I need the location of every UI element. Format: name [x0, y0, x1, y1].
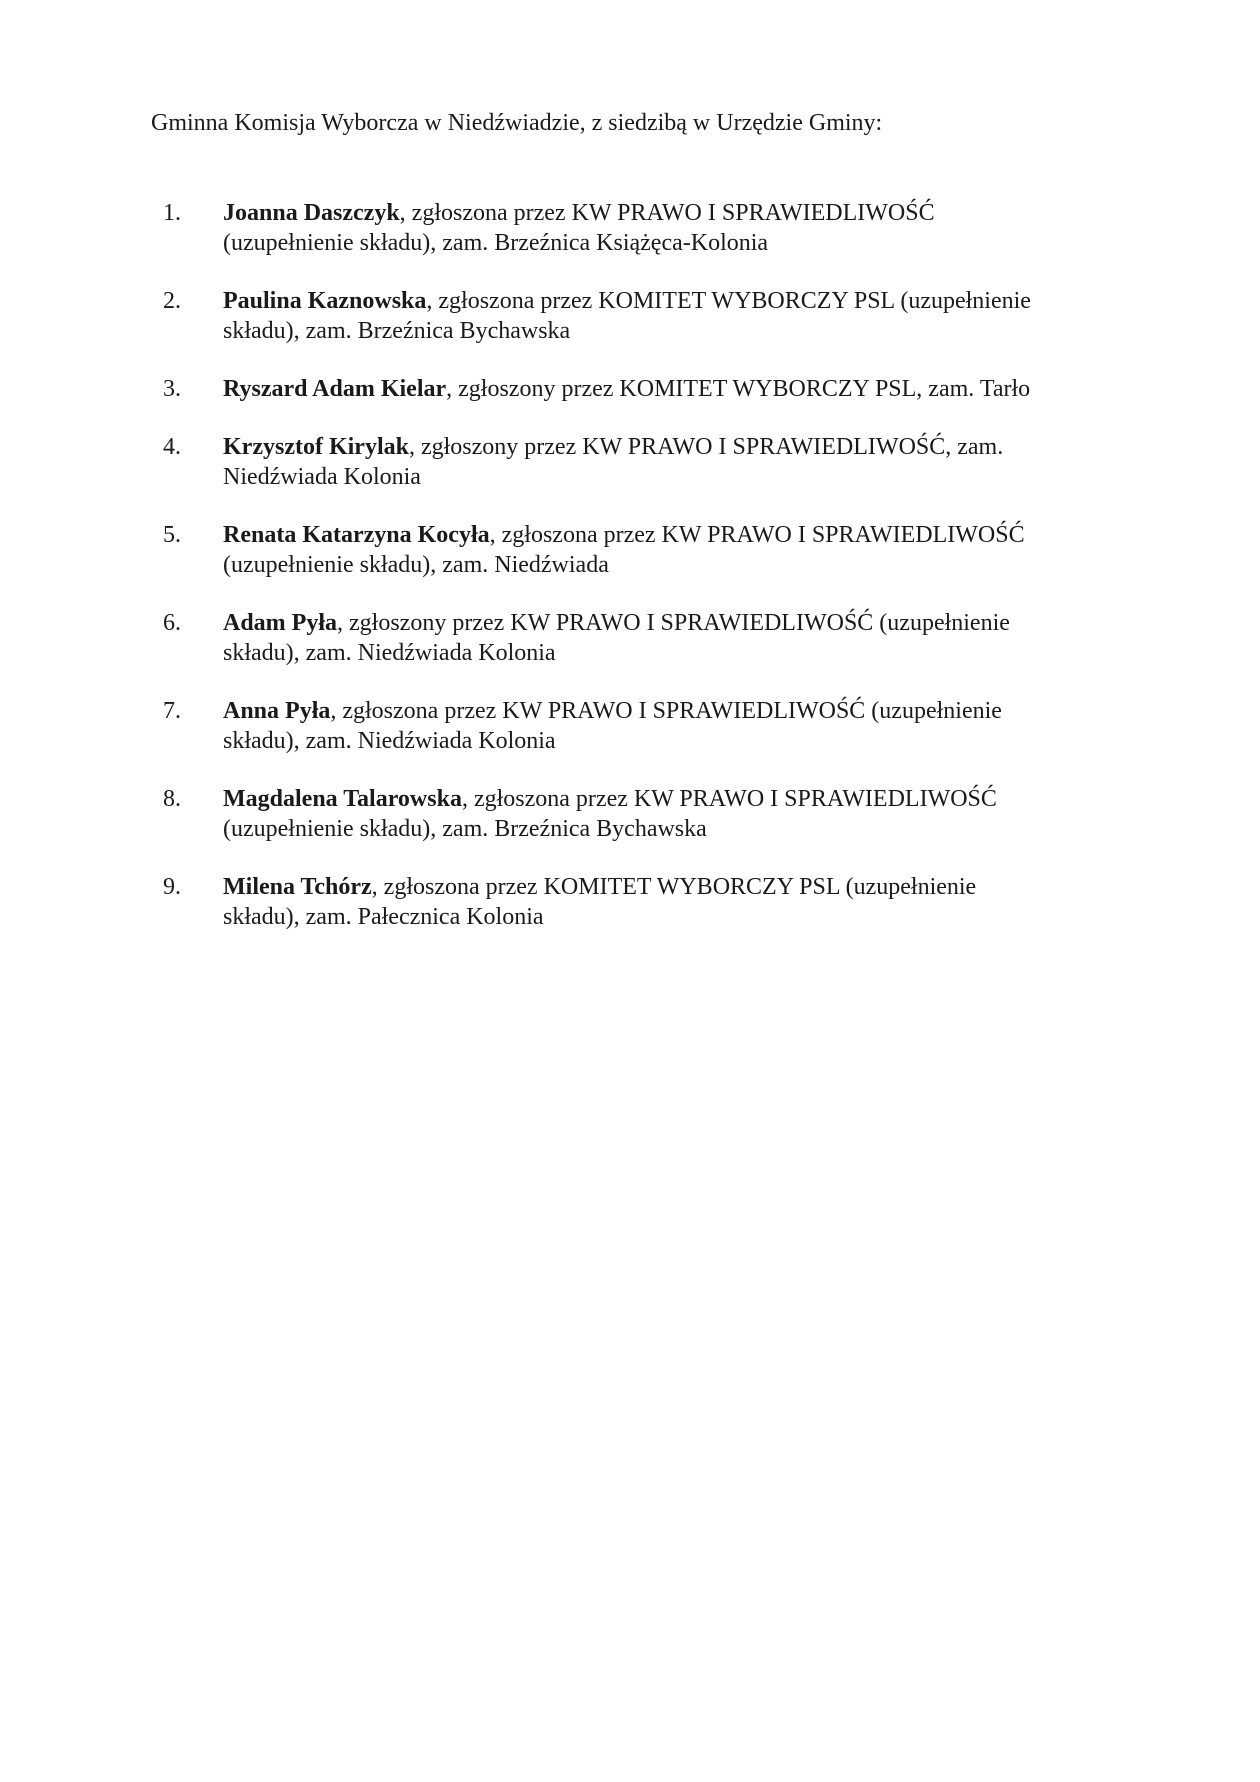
item-line-2: Niedźwiada Kolonia [223, 464, 421, 490]
member-name: Ryszard Adam Kielar [223, 376, 447, 402]
member-name: Milena Tchórz [223, 874, 372, 900]
member-name: Krzysztof Kirylak [223, 434, 409, 460]
item-number: 9. [163, 874, 181, 900]
list-item [151, 784, 1111, 844]
member-nomination: , zgłoszony przez KOMITET WYBORCZY PSL, zam. Tarło [446, 376, 1031, 402]
member-name: Adam Pyła [223, 610, 337, 636]
item-line-2: (uzupełnienie składu), zam. Brzeźnica Bychawska [223, 816, 707, 842]
item-line-2: składu), zam. Pałecznica Kolonia [223, 904, 544, 930]
item-number: 1. [163, 200, 181, 226]
item-line-1 [223, 520, 1111, 550]
item-line-1 [223, 608, 1111, 638]
item-number: 4. [163, 434, 181, 460]
member-name: Anna Pyła [223, 698, 331, 724]
item-line-1 [223, 286, 1111, 316]
member-nomination: , zgłoszona przez KOMITET WYBORCZY PSL (uzupełnienie [371, 874, 977, 900]
item-number: 6. [163, 610, 181, 636]
item-line-2: (uzupełnienie składu), zam. Niedźwiada [223, 552, 609, 578]
item-number: 5. [163, 522, 181, 548]
member-name: Magdalena Talarowska [223, 786, 462, 812]
list-item [151, 872, 1111, 932]
members-list [151, 198, 1111, 960]
member-nomination: , zgłoszony przez KW PRAWO I SPRAWIEDLIWOŚĆ (uzupełnienie [337, 610, 1010, 636]
item-line-1 [223, 696, 1111, 726]
list-item [151, 520, 1111, 580]
list-item [151, 696, 1111, 756]
member-nomination: , zgłoszona przez KW PRAWO I SPRAWIEDLIWOŚĆ [461, 786, 997, 812]
member-nomination: , zgłoszona przez KOMITET WYBORCZY PSL (uzupełnienie [426, 288, 1031, 314]
list-item [151, 286, 1111, 346]
item-number: 2. [163, 288, 181, 314]
member-nomination: , zgłoszony przez KW PRAWO I SPRAWIEDLIWOŚĆ, zam. [408, 434, 1004, 460]
document-heading: Gminna Komisja Wyborcza w Niedźwiadzie, z siedzibą w Urzędzie Gminy: [151, 110, 883, 136]
list-item [151, 374, 1111, 404]
item-line-1 [223, 784, 1111, 814]
item-line-1 [223, 432, 1111, 462]
member-nomination: , zgłoszona przez KW PRAWO I SPRAWIEDLIWOŚĆ (uzupełnienie [330, 698, 1002, 724]
item-line-2: składu), zam. Brzeźnica Bychawska [223, 318, 571, 344]
list-item [151, 198, 1111, 258]
member-name: Renata Katarzyna Kocyła [223, 522, 490, 548]
item-number: 3. [163, 376, 181, 402]
member-nomination: , zgłoszona przez KW PRAWO I SPRAWIEDLIWOŚĆ [489, 522, 1025, 548]
item-line-2: (uzupełnienie składu), zam. Brzeźnica Książęca-Kolonia [223, 230, 769, 256]
list-item [151, 608, 1111, 668]
item-number: 8. [163, 786, 181, 812]
member-name: Paulina Kaznowska [223, 288, 427, 314]
item-line-2: składu), zam. Niedźwiada Kolonia [223, 728, 556, 754]
item-line-2: składu), zam. Niedźwiada Kolonia [223, 640, 556, 666]
member-nomination: , zgłoszona przez KW PRAWO I SPRAWIEDLIWOŚĆ [399, 200, 935, 226]
member-name: Joanna Daszczyk [223, 200, 400, 226]
item-line-1 [223, 374, 1111, 404]
list-item [151, 432, 1111, 492]
item-line-1 [223, 872, 1111, 902]
item-number: 7. [163, 698, 181, 724]
item-line-1 [223, 198, 1111, 228]
